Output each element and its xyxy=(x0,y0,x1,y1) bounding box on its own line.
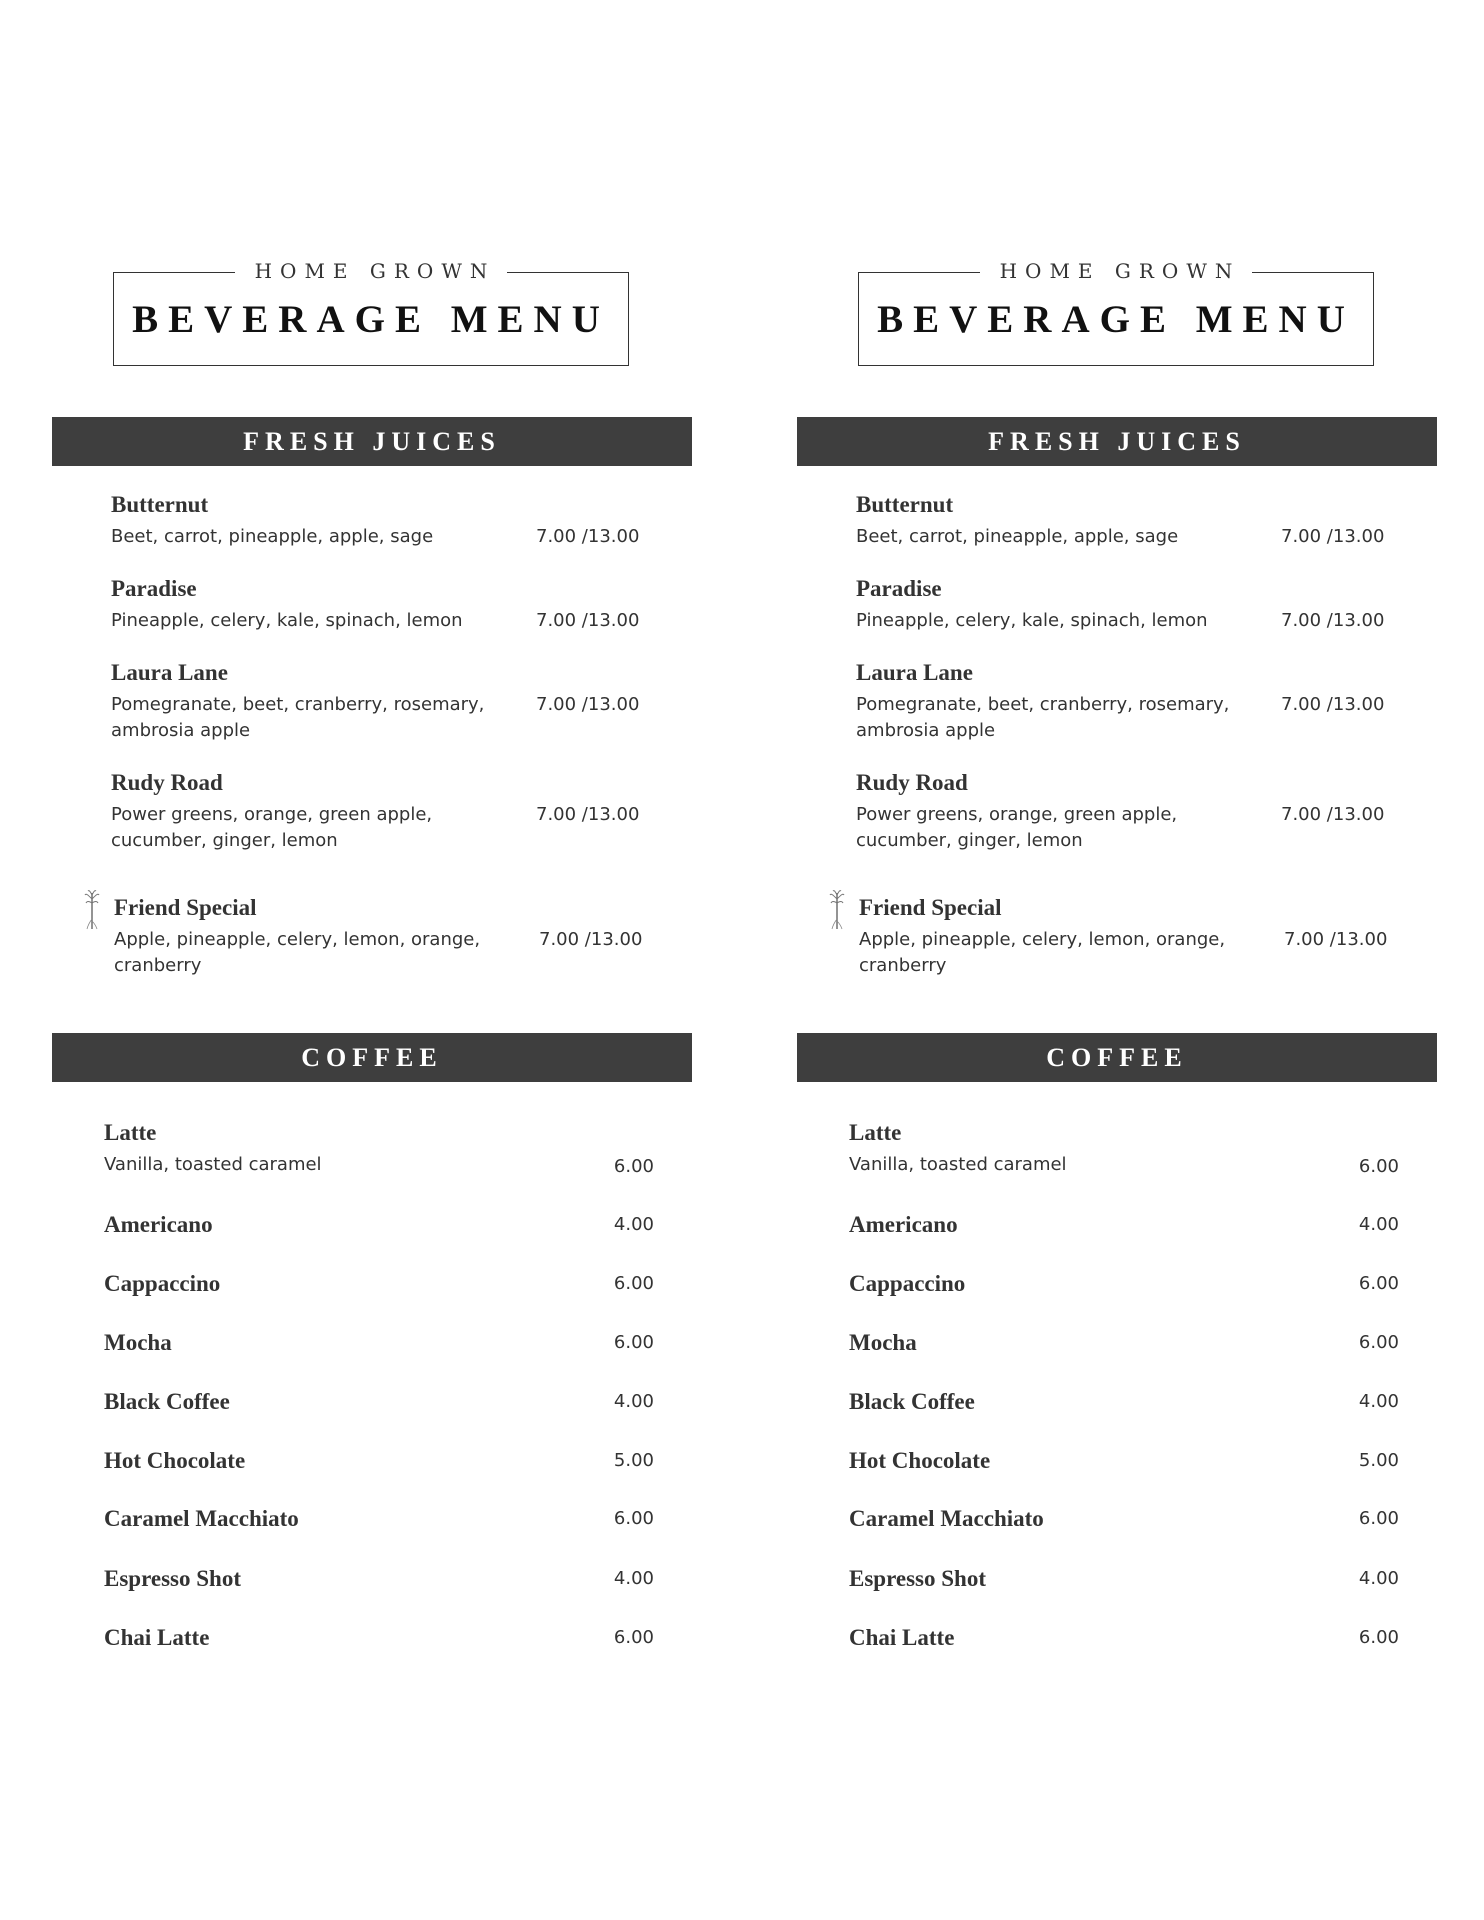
coffee-price: 6.00 xyxy=(613,1273,654,1294)
menu-subtitle: HOME GROWN xyxy=(859,259,1373,283)
section-header-juices: FRESH JUICES xyxy=(797,417,1437,466)
juice-name: Butternut xyxy=(856,492,954,517)
juice-description: Power greens, orange, green apple, cucumber, ginger, lemon xyxy=(856,804,1178,851)
coffee-item xyxy=(849,1118,1399,1177)
coffee-price: 6.00 xyxy=(1358,1156,1399,1177)
juice-item xyxy=(111,658,651,741)
menu-title: BEVERAGE MENU xyxy=(877,298,1355,341)
menu-panel-right xyxy=(797,0,1437,1920)
juice-name: Friend Special xyxy=(114,895,257,920)
coffee-description: Vanilla, toasted caramel xyxy=(849,1154,1067,1175)
juice-description: Apple, pineapple, celery, lemon, orange, cranberry xyxy=(114,929,481,976)
juice-price: 7.00 /13.00 xyxy=(536,526,640,547)
coffee-item xyxy=(104,1118,654,1177)
juice-item xyxy=(856,574,1396,631)
coffee-item xyxy=(849,1328,1399,1358)
juice-description: Apple, pineapple, celery, lemon, orange, cranberry xyxy=(859,929,1226,976)
coffee-item xyxy=(849,1564,1399,1594)
juice-price: 7.00 /13.00 xyxy=(539,929,643,950)
juice-price: 7.00 /13.00 xyxy=(1281,694,1385,715)
coffee-price: 6.00 xyxy=(1358,1273,1399,1294)
plant-sprig-icon xyxy=(828,889,846,936)
juice-name: Paradise xyxy=(111,576,197,601)
juice-description: Pomegranate, beet, cranberry, rosemary, ambrosia apple xyxy=(111,694,485,741)
coffee-item xyxy=(104,1446,654,1476)
juice-item xyxy=(856,490,1396,547)
juice-price: 7.00 /13.00 xyxy=(536,694,640,715)
coffee-item xyxy=(104,1504,654,1534)
coffee-price: 4.00 xyxy=(613,1391,654,1412)
coffee-price: 6.00 xyxy=(613,1156,654,1177)
juice-item xyxy=(859,893,1399,976)
coffee-name: Black Coffee xyxy=(104,1389,230,1414)
juice-name: Rudy Road xyxy=(856,770,968,795)
coffee-name: Latte xyxy=(104,1120,157,1145)
juice-description: Pineapple, celery, kale, spinach, lemon xyxy=(111,610,463,631)
juice-name: Rudy Road xyxy=(111,770,223,795)
coffee-name: Hot Chocolate xyxy=(849,1448,991,1473)
coffee-name: Espresso Shot xyxy=(104,1566,241,1591)
juice-price: 7.00 /13.00 xyxy=(1281,526,1385,547)
coffee-price: 4.00 xyxy=(1358,1568,1399,1589)
coffee-price: 6.00 xyxy=(1358,1508,1399,1529)
coffee-name: Chai Latte xyxy=(104,1625,210,1650)
coffee-name: Cappaccino xyxy=(849,1271,966,1296)
juice-item xyxy=(111,490,651,547)
coffee-item xyxy=(104,1564,654,1594)
juice-description: Beet, carrot, pineapple, apple, sage xyxy=(111,526,434,547)
coffee-name: Chai Latte xyxy=(849,1625,955,1650)
coffee-name: Americano xyxy=(849,1212,958,1237)
juice-name: Laura Lane xyxy=(856,660,973,685)
juice-item xyxy=(111,574,651,631)
coffee-price: 4.00 xyxy=(613,1214,654,1235)
coffee-item xyxy=(104,1623,654,1653)
coffee-price: 4.00 xyxy=(1358,1391,1399,1412)
coffee-item xyxy=(104,1387,654,1417)
coffee-price: 5.00 xyxy=(613,1450,654,1471)
coffee-item xyxy=(104,1269,654,1299)
juice-price: 7.00 /13.00 xyxy=(536,610,640,631)
plant-sprig-icon xyxy=(83,889,101,936)
juice-description: Pomegranate, beet, cranberry, rosemary, ambrosia apple xyxy=(856,694,1230,741)
coffee-name: Mocha xyxy=(104,1330,172,1355)
coffee-price: 6.00 xyxy=(613,1627,654,1648)
coffee-price: 6.00 xyxy=(1358,1627,1399,1648)
juice-name: Laura Lane xyxy=(111,660,228,685)
coffee-price: 4.00 xyxy=(1358,1214,1399,1235)
coffee-name: Latte xyxy=(849,1120,902,1145)
coffee-name: Americano xyxy=(104,1212,213,1237)
juice-description: Pineapple, celery, kale, spinach, lemon xyxy=(856,610,1208,631)
juice-name: Friend Special xyxy=(859,895,1002,920)
juice-description: Beet, carrot, pineapple, apple, sage xyxy=(856,526,1179,547)
section-header-juices: FRESH JUICES xyxy=(52,417,692,466)
juice-item xyxy=(111,768,651,851)
juice-price: 7.00 /13.00 xyxy=(1281,804,1385,825)
menu-panel-left xyxy=(52,0,692,1920)
coffee-price: 6.00 xyxy=(613,1332,654,1353)
menu-header-box xyxy=(113,259,629,366)
juice-price: 7.00 /13.00 xyxy=(1281,610,1385,631)
juice-price: 7.00 /13.00 xyxy=(1284,929,1388,950)
section-header-coffee: COFFEE xyxy=(52,1033,692,1082)
juice-price: 7.00 /13.00 xyxy=(536,804,640,825)
coffee-name: Black Coffee xyxy=(849,1389,975,1414)
coffee-price: 6.00 xyxy=(613,1508,654,1529)
coffee-name: Espresso Shot xyxy=(849,1566,986,1591)
coffee-name: Caramel Macchiato xyxy=(104,1506,299,1531)
coffee-item xyxy=(849,1269,1399,1299)
coffee-price: 5.00 xyxy=(1358,1450,1399,1471)
coffee-item xyxy=(849,1210,1399,1240)
juice-name: Butternut xyxy=(111,492,209,517)
coffee-item xyxy=(104,1210,654,1240)
coffee-name: Mocha xyxy=(849,1330,917,1355)
coffee-name: Cappaccino xyxy=(104,1271,221,1296)
juice-item xyxy=(114,893,654,976)
coffee-item xyxy=(849,1623,1399,1653)
section-header-coffee: COFFEE xyxy=(797,1033,1437,1082)
coffee-item xyxy=(849,1446,1399,1476)
juice-item xyxy=(856,768,1396,851)
coffee-name: Hot Chocolate xyxy=(104,1448,246,1473)
coffee-item xyxy=(849,1387,1399,1417)
juice-description: Power greens, orange, green apple, cucumber, ginger, lemon xyxy=(111,804,433,851)
coffee-price: 4.00 xyxy=(613,1568,654,1589)
menu-title: BEVERAGE MENU xyxy=(132,298,610,341)
coffee-item xyxy=(104,1328,654,1358)
juice-name: Paradise xyxy=(856,576,942,601)
coffee-description: Vanilla, toasted caramel xyxy=(104,1154,322,1175)
coffee-price: 6.00 xyxy=(1358,1332,1399,1353)
juice-item xyxy=(856,658,1396,741)
coffee-item xyxy=(849,1504,1399,1534)
menu-subtitle: HOME GROWN xyxy=(114,259,628,283)
menu-header-box xyxy=(858,259,1374,366)
coffee-name: Caramel Macchiato xyxy=(849,1506,1044,1531)
